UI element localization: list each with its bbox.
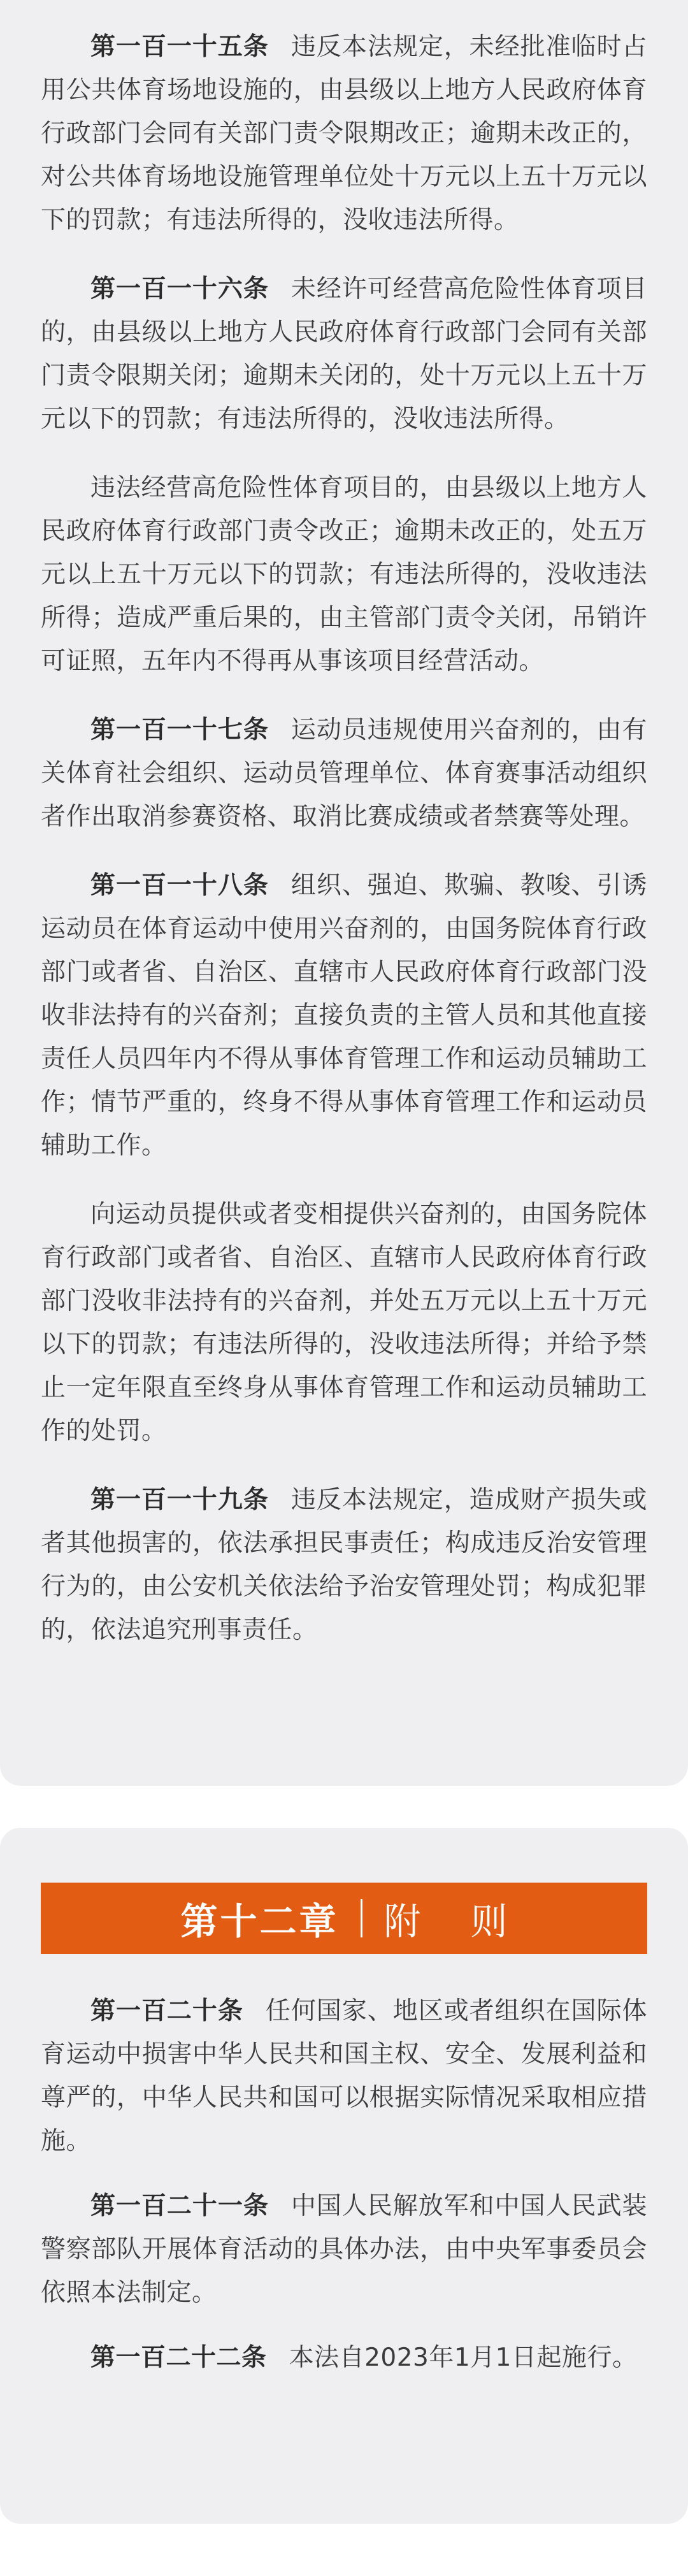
article-number: 第一百一十九条	[90, 1486, 269, 1514]
article-text: 中国人民解放军和中国人民武装警察部队开展体育活动的具体办法，由中央军事委员会依照本法制定。	[41, 2192, 647, 2307]
article-121	[41, 2185, 647, 2315]
chapter-name: 附则	[383, 1900, 557, 1943]
article-text: 组织、强迫、欺骗、教唆、引诱运动员在体育运动中使用兴奋剂的，由国务院体育行政部门或者省、自治区、直辖市人民政府体育行政部门没收非法持有的兴奋剂；直接负责的主管人员和其他直接责任人员四年内不得从事体育管理工作和运动员辅助工作；情节严重的，终身不得从事体育管理工作和运动员辅助工作。	[41, 871, 647, 1160]
article-text: 任何国家、地区或者组织在国际体育运动中损害中华人民共和国主权、安全、发展利益和尊严的，中华人民共和国可以根据实际情况采取相应措施。	[41, 1997, 647, 2155]
supplementary-provisions-card	[0, 1828, 688, 2524]
article-116-paragraph-2	[41, 467, 647, 683]
article-number: 第一百二十条	[90, 1997, 243, 2025]
article-text: 违反本法规定，造成财产损失或者其他损害的，依法承担民事责任；构成违反治安管理行为的，由公安机关依法给予治安管理处罚；构成犯罪的，依法追究刑事责任。	[41, 1486, 647, 1644]
chapter-divider	[361, 1899, 362, 1937]
article-number: 第一百一十八条	[90, 871, 269, 900]
chapter-number: 第十二章	[180, 1900, 339, 1943]
article-number: 第一百一十五条	[90, 33, 269, 61]
article-text: 向运动员提供或者变相提供兴奋剂的，由国务院体育行政部门或者省、自治区、直辖市人民政府体育行政部门没收非法持有的兴奋剂，并处五万元以上五十万元以下的罚款；有违法所得的，没收违法所得；并给予禁止一定年限直至终身从事体育管理工作和运动员辅助工作的处罚。	[41, 1200, 647, 1445]
article-118-paragraph-2	[41, 1193, 647, 1453]
article-117	[41, 709, 647, 839]
article-116	[41, 268, 647, 441]
article-text: 违反本法规定，未经批准临时占用公共体育场地设施的，由县级以上地方人民政府体育行政部门会同有关部门责令限期改正；逾期未改正的，对公共体育场地设施管理单位处十万元以上五十万元以下的罚款；有违法所得的，没收违法所得。	[41, 33, 647, 235]
article-number: 第一百一十七条	[90, 716, 269, 744]
article-119	[41, 1479, 647, 1652]
chapter-banner	[41, 1883, 647, 1954]
article-number: 第一百二十一条	[90, 2192, 269, 2220]
article-text: 未经许可经营高危险性体育项目的，由县级以上地方人民政府体育行政部门会同有关部门责令限期关闭；逾期未关闭的，处十万元以上五十万元以下的罚款；有违法所得的，没收违法所得。	[41, 275, 647, 433]
article-122	[41, 2336, 647, 2380]
article-120	[41, 1990, 647, 2163]
article-118	[41, 864, 647, 1168]
article-115	[41, 25, 647, 242]
article-text: 违法经营高危险性体育项目的，由县级以上地方人民政府体育行政部门责令改正；逾期未改正的，处五万元以上五十万元以下的罚款；有违法所得的，没收违法所得；造成严重后果的，由主管部门责令关闭，吊销许可证照，五年内不得再从事该项目经营活动。	[41, 474, 647, 676]
article-number: 第一百二十二条	[90, 2343, 267, 2372]
article-text: 本法自2023年1月1日起施行。	[289, 2343, 638, 2372]
article-text: 运动员违规使用兴奋剂的，由有关体育社会组织、运动员管理单位、体育赛事活动组织者作出取消参赛资格、取消比赛成绩或者禁赛等处理。	[41, 716, 647, 831]
article-number: 第一百一十六条	[90, 275, 269, 303]
